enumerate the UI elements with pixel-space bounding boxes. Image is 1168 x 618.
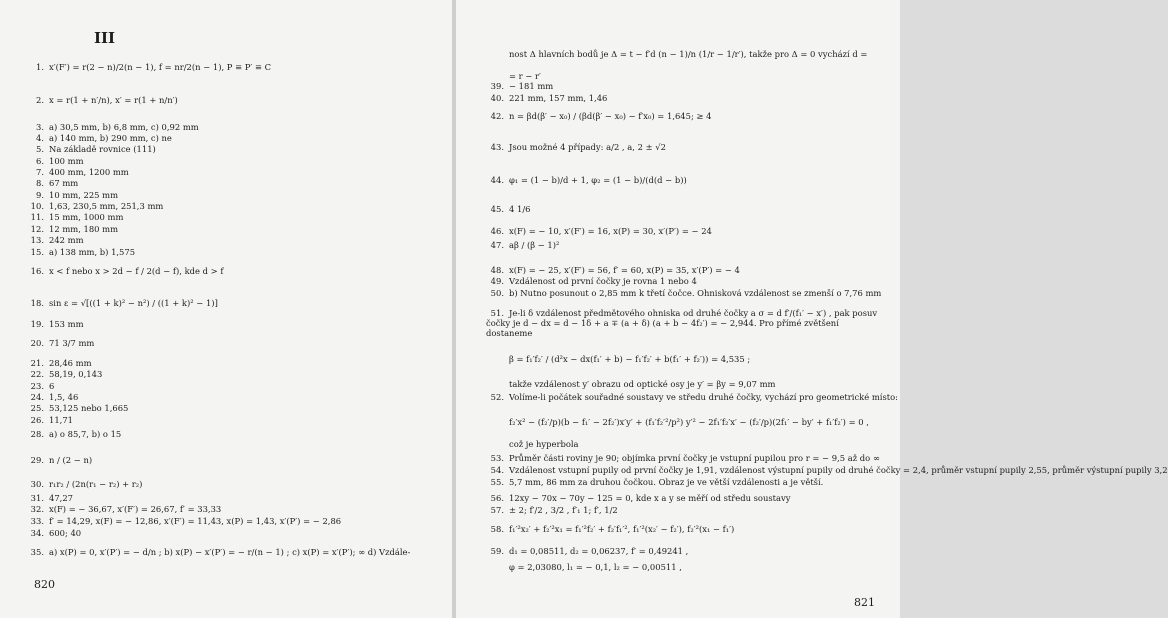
answer-number: 1. (36, 62, 44, 72)
answer-entry (486, 49, 867, 59)
answer-entry (486, 226, 712, 236)
answer-number: 10. (30, 201, 44, 211)
answer-entry (486, 71, 541, 81)
answer-entry (486, 417, 904, 427)
answer-number: 13. (30, 235, 44, 245)
answer-entry (26, 266, 223, 276)
answer-entry (486, 265, 740, 275)
answer-text: a) x(P) = 0, x′(P′) = − d/n ; b) x(P) − x′(P′) = − r/(n − 1) ; c) x(P) = x′(P′); ∞ d) Vzdále- (49, 547, 411, 557)
answer-number: 4. (36, 133, 44, 143)
answer-text: 12xy − 70x − 70y − 125 = 0, kde x a y se měří od středu soustavy (509, 493, 791, 503)
answer-number: 55. (490, 477, 504, 487)
answer-text: = r − r′ (509, 71, 541, 81)
answer-entry (486, 93, 607, 103)
answer-text: Je-li δ vzdálenost předmětového ohniska od druhé čočky a σ = d f′/(f₁′ − x′) , pak posuv čočky je d − dx = d − 1δ + a ∓ (a + δ) (a + b − 4f₂′) = − 2,944. Pro přímé zvětšení dostaneme (486, 308, 878, 338)
answer-text: 28,46 mm (49, 358, 92, 368)
answer-entry (486, 308, 881, 338)
answer-entry (26, 156, 84, 166)
answer-number: 34. (30, 528, 44, 538)
answer-number: 50. (490, 288, 504, 298)
answer-entry (486, 142, 666, 152)
answer-number: 29. (30, 455, 44, 465)
answer-text: 67 mm (49, 178, 79, 188)
answer-text: 12 mm, 180 mm (49, 224, 119, 234)
answer-number: 54. (490, 465, 504, 475)
answer-entry (26, 493, 73, 503)
answer-text: 71 3/7 mm (49, 338, 95, 348)
answer-text: f₁′²x₂′ + f₂′²x₁ = f₁′²f₂′ + f₂′f₁′², f₁′²(x₂′ − f₂′), f₂′²(x₁ − f₁′) (509, 524, 735, 534)
answer-entry (26, 122, 199, 132)
answer-number: 58. (490, 524, 504, 534)
answer-number: 42. (490, 111, 504, 121)
answer-number: 35. (30, 547, 44, 557)
answer-number: 39. (490, 81, 504, 91)
answer-entry (486, 379, 775, 389)
answer-entry (26, 358, 92, 368)
answer-text: d₁ = 0,08511, d₂ = 0,06237, f′ = 0,49241 , (509, 546, 689, 556)
answer-text: x(F) = − 36,67, x′(F′) = 26,67, f′ = 33,33 (49, 504, 222, 514)
answer-text: sin ε = √[((1 + k)² − n²) / ((1 + k)² − 1)] (49, 298, 218, 308)
answer-text: β = f₁′f₂′ / (d²x − dx(f₁′ + b) − f₁′f₂′ + b(f₁′ + f₂′)) = 4,535 ; (509, 354, 751, 364)
answer-number: 49. (490, 276, 504, 286)
answer-text: x = r(1 + n′/n), x′ = r(1 + n/n′) (49, 95, 178, 105)
answer-number: 46. (490, 226, 504, 236)
answer-entry (26, 504, 221, 514)
answer-number: 32. (30, 504, 44, 514)
answer-entry (486, 288, 881, 298)
answer-number: 40. (490, 93, 504, 103)
answer-text: a) o 85,7, b) o 15 (49, 429, 122, 439)
right-page-number: 821 (854, 596, 875, 609)
answer-number: 47. (490, 240, 504, 250)
answer-number: 11. (30, 212, 44, 222)
answer-entry (486, 354, 750, 364)
answer-number: 26. (30, 415, 44, 425)
answer-entry (486, 505, 618, 515)
answer-entry (486, 465, 1168, 475)
answer-number: 57. (490, 505, 504, 515)
answer-entry (26, 167, 129, 177)
left-page-number: 820 (34, 578, 55, 591)
answer-entry (26, 392, 78, 402)
answer-entry (486, 477, 881, 487)
answer-number: 5. (36, 144, 44, 154)
answer-text: 5,7 mm, 86 mm za druhou čočkou. Obraz je ve větší vzdálenosti a je větší. (509, 477, 824, 487)
answer-entry (26, 338, 94, 348)
section-heading: III (94, 29, 116, 47)
answer-text: 1,5, 46 (49, 392, 79, 402)
answer-number: 43. (490, 142, 504, 152)
answer-text: − 181 mm (509, 81, 554, 91)
answer-entry (486, 175, 687, 185)
answer-number: 2. (36, 95, 44, 105)
answer-text: x(F) = − 25, x′(F′) = 56, f′ = 60, x(P) = 35, x′(P′) = − 4 (509, 265, 740, 275)
answer-entry (486, 111, 711, 121)
answer-number: 20. (30, 338, 44, 348)
answer-text: 10 mm, 225 mm (49, 190, 119, 200)
answer-entry (26, 455, 92, 465)
answer-entry (486, 493, 791, 503)
answer-entry (26, 62, 271, 72)
answer-text: takže vzdálenost y′ obrazu od optické osy je y′ = βy = 9,07 mm (509, 379, 776, 389)
answer-text: Vzdálenost vstupní pupily od první čočky je 1,91, vzdálenost výstupní pupily od druhé čočky = 2,4, průměr vstupní pupily 2,55, průměr výstupní pupily 3,2 (509, 465, 1168, 475)
answer-text: x′(F′) = r(2 − n)/2(n − 1), f = nr/2(n − 1), P ≡ P′ ≡ C (49, 62, 272, 72)
answer-text: 1,63, 230,5 mm, 251,3 mm (49, 201, 164, 211)
answer-entry (26, 247, 135, 257)
answer-text: aβ / (β − 1)² (509, 240, 560, 250)
answer-text: φ = 2,03080, l₁ = − 0,1, l₂ = − 0,00511 , (509, 562, 682, 572)
answer-text: n / (2 − n) (49, 455, 93, 465)
answer-entry (26, 319, 84, 329)
answer-number: 3. (36, 122, 44, 132)
right-page (456, 0, 1168, 618)
answer-entry (486, 81, 553, 91)
answer-text: Průměr části roviny je 90; objímka první čočky je vstupní pupilou pro r = − 9,5 až do ∞ (509, 453, 880, 463)
answer-text: 600; 40 (49, 528, 82, 538)
answer-number: 18. (30, 298, 44, 308)
answer-text: 221 mm, 157 mm, 1,46 (509, 93, 608, 103)
answer-number: 28. (30, 429, 44, 439)
answer-number: 6. (36, 156, 44, 166)
answer-text: r₁r₂ / (2n(r₁ − r₂) + r₂) (49, 479, 143, 489)
answer-entry (26, 235, 84, 245)
answer-entry (486, 439, 579, 449)
answer-number: 9. (36, 190, 44, 200)
answer-text: a) 138 mm, b) 1,575 (49, 247, 136, 257)
answer-number: 12. (30, 224, 44, 234)
answer-entry (26, 212, 123, 222)
answer-number: 48. (490, 265, 504, 275)
answer-number: 15. (30, 247, 44, 257)
answer-entry (486, 392, 898, 402)
answer-text: a) 140 mm, b) 290 mm, c) ne (49, 133, 172, 143)
answer-text: 100 mm (49, 156, 84, 166)
answer-number: 16. (30, 266, 44, 276)
answer-number: 25. (30, 403, 44, 413)
left-page (0, 0, 452, 618)
answer-entry (26, 369, 102, 379)
answer-number: 8. (36, 178, 44, 188)
answer-number: 51. (490, 308, 504, 318)
answer-text: Vzdálenost od první čočky je rovna 1 nebo 4 (509, 276, 697, 286)
answer-entry (486, 240, 559, 250)
answer-number: 52. (490, 392, 504, 402)
answer-number: 23. (30, 381, 44, 391)
answer-entry (26, 528, 81, 538)
answer-text: 242 mm (49, 235, 84, 245)
answer-entry (26, 429, 121, 439)
answer-number: 45. (490, 204, 504, 214)
answer-text: 11,71 (49, 415, 73, 425)
answer-text: b) Nutno posunout o 2,85 mm k třetí čočce. Ohnisková vzdálenost se zmenší o 7,76 mm (509, 288, 882, 298)
answer-text: f₂′x² − (f₂′/p)(b − f₁′ − 2f₂′)x′y′ + (f₁′f₂′²/p²) y′² − 2f₁′f₂′x′ − (f₂′/p)(2f₁′ − by′ + f₁′f₂′) = 0 , (509, 417, 869, 427)
answer-text: 6 (49, 381, 55, 391)
answer-text: Na základě rovnice (111) (49, 144, 156, 154)
answer-text: 58,19, 0,143 (49, 369, 103, 379)
answer-number: 19. (30, 319, 44, 329)
answer-text: Volíme-li počátek souřadné soustavy ve středu druhé čočky, vychází pro geometrické místo: (509, 392, 898, 402)
answer-text: n = βd(β′ − x₀) / (βd(β′ − x₀) − f′x₀) = 1,645; ≥ 4 (509, 111, 712, 121)
answer-text: φ₁ = (1 − b)/d + 1, φ₂ = (1 − b)/(d(d − b)) (509, 175, 687, 185)
answer-entry (26, 178, 78, 188)
answer-entry (486, 524, 734, 534)
answer-entry (26, 479, 142, 489)
answer-text: ± 2; f′/2 , 3/2 , f′₁ 1; f′, 1/2 (509, 505, 618, 515)
answer-text: 53,125 nebo 1,665 (49, 403, 129, 413)
answer-number: 30. (30, 479, 44, 489)
answer-text: x(F) = − 10, x′(F′) = 16, x(P) = 30, x′(P′) = − 24 (509, 226, 712, 236)
answer-entry (26, 415, 73, 425)
answer-text: a) 30,5 mm, b) 6,8 mm, c) 0,92 mm (49, 122, 199, 132)
answer-number: 31. (30, 493, 44, 503)
answer-entry (486, 276, 697, 286)
answer-text: f′ = 14,29, x(F) = − 12,86, x′(F′) = 11,43, x(P) = 1,43, x′(P′) = − 2,86 (49, 516, 342, 526)
answer-entry (26, 201, 163, 211)
answer-number: 56. (490, 493, 504, 503)
answer-entry (486, 546, 688, 556)
answer-text: nost Δ hlavních bodů je Δ = t − f′d (n − 1)/n (1/r − 1/r′), takže pro Δ = 0 vychází d = (509, 49, 868, 59)
answer-entry (26, 298, 218, 308)
answer-entry (26, 547, 410, 557)
answer-text: Jsou možné 4 případy: a/2 , a, 2 ± √2 (509, 142, 666, 152)
answer-entry (26, 381, 54, 391)
answer-text: což je hyperbola (509, 439, 579, 449)
answer-entry (486, 204, 530, 214)
answer-text: 47,27 (49, 493, 73, 503)
answer-entry (26, 403, 128, 413)
answer-text: x < f nebo x > 2d − f / 2(d − f), kde d > f (49, 266, 224, 276)
answer-entry (26, 95, 178, 105)
answer-number: 53. (490, 453, 504, 463)
answer-number: 24. (30, 392, 44, 402)
answer-number: 22. (30, 369, 44, 379)
answer-text: 400 mm, 1200 mm (49, 167, 129, 177)
answer-number: 21. (30, 358, 44, 368)
answer-entry (486, 562, 682, 572)
answer-entry (26, 133, 172, 143)
answer-entry (486, 453, 880, 463)
answer-number: 7. (36, 167, 44, 177)
answer-entry (26, 190, 118, 200)
answer-entry (26, 144, 156, 154)
answer-number: 59. (490, 546, 504, 556)
answer-text: 153 mm (49, 319, 84, 329)
answer-entry (26, 224, 118, 234)
answer-number: 33. (30, 516, 44, 526)
answer-text: 15 mm, 1000 mm (49, 212, 124, 222)
answer-entry (26, 516, 341, 526)
answer-number: 44. (490, 175, 504, 185)
answer-text: 4 1/6 (509, 204, 531, 214)
